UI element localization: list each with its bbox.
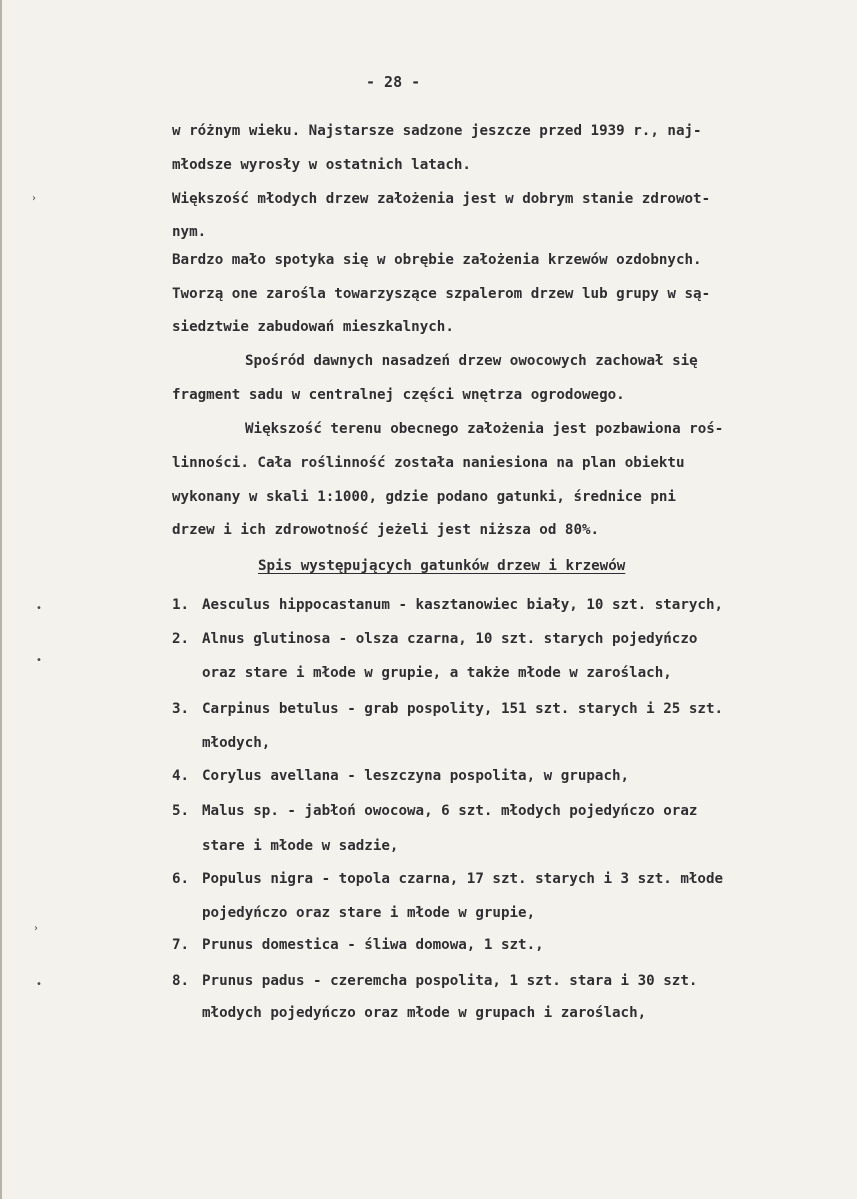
list-heading: Spis występujących gatunków drzew i krzewów: [258, 558, 626, 574]
list-item-number: 4.: [172, 768, 190, 784]
list-item-text: Aesculus hippocastanum - kasztanowiec biały, 10 szt. starych,: [202, 597, 724, 613]
list-item-text: Prunus padus - czeremcha pospolita, 1 szt. stara i 30 szt.: [202, 973, 698, 989]
list-item-text: Alnus glutinosa - olsza czarna, 10 szt. starych pojedyńczo: [202, 631, 698, 647]
list-item: [172, 869, 723, 889]
paragraph-line: młodsze wyrosły w ostatnich latach.: [172, 157, 471, 173]
paragraph-line: fragment sadu w centralnej części wnętrza ogrodowego.: [172, 387, 625, 403]
list-item-continuation: młodych,: [202, 735, 271, 751]
list-item: [172, 935, 544, 955]
list-item-continuation: młodych pojedyńczo oraz młode w grupach i zaroślach,: [202, 1005, 647, 1021]
page-number: - 28 -: [366, 73, 421, 91]
list-item-number: 5.: [172, 803, 190, 819]
paragraph-line: Większość terenu obecnego założenia jest pozbawiona roś-: [245, 421, 724, 437]
paragraph-line: wykonany w skali 1:1000, gdzie podano gatunki, średnice pni: [172, 489, 676, 505]
list-item-text: Carpinus betulus - grab pospolity, 151 szt. starych i 25 szt.: [202, 701, 724, 717]
list-item: [172, 629, 697, 649]
paragraph-line: linności. Cała roślinność została naniesiona na plan obiektu: [172, 455, 685, 471]
list-item-number: 2.: [172, 631, 190, 647]
paragraph-line: nym.: [172, 224, 207, 240]
list-item: [172, 971, 697, 991]
paragraph-line: Większość młodych drzew założenia jest w dobrym stanie zdrowot-: [172, 191, 711, 207]
list-item-text: Malus sp. - jabłoń owocowa, 6 szt. młodych pojedyńczo oraz: [202, 803, 698, 819]
list-item-number: 7.: [172, 937, 190, 953]
list-item: [172, 801, 697, 821]
list-item-continuation: pojedyńczo oraz stare i młode w grupie,: [202, 905, 536, 921]
list-item: [172, 595, 723, 615]
list-item-text: Corylus avellana - leszczyna pospolita, w grupach,: [202, 768, 630, 784]
paragraph-line: w różnym wieku. Najstarsze sadzone jeszcze przed 1939 r., naj-: [172, 123, 702, 139]
paragraph-line: Spośród dawnych nasadzeń drzew owocowych zachował się: [245, 353, 698, 369]
list-item-number: 1.: [172, 597, 190, 613]
hole-mark: •: [36, 655, 42, 666]
paragraph-line: Bardzo mało spotyka się w obrębie założenia krzewów ozdobnych.: [172, 252, 702, 268]
list-item-number: 6.: [172, 871, 190, 887]
list-item: [172, 699, 723, 719]
hole-mark: •: [36, 603, 42, 614]
list-item-text: Prunus domestica - śliwa domowa, 1 szt.,: [202, 937, 544, 953]
list-item-continuation: stare i młode w sadzie,: [202, 838, 399, 854]
list-item: [172, 766, 629, 786]
list-item-continuation: oraz stare i młode w grupie, a także młode w zaroślach,: [202, 665, 672, 681]
binder-mark: ›: [34, 923, 38, 934]
paragraph-line: Tworzą one zarośla towarzyszące szpalerom drzew lub grupy w są-: [172, 286, 711, 302]
paragraph-line: drzew i ich zdrowotność jeżeli jest niższa od 80%.: [172, 522, 600, 538]
list-item-text: Populus nigra - topola czarna, 17 szt. starych i 3 szt. młode: [202, 871, 724, 887]
list-item-number: 3.: [172, 701, 190, 717]
binder-mark: ›: [32, 193, 36, 204]
paragraph-line: siedztwie zabudowań mieszkalnych.: [172, 319, 454, 335]
list-item-number: 8.: [172, 973, 190, 989]
hole-mark: •: [36, 979, 42, 990]
